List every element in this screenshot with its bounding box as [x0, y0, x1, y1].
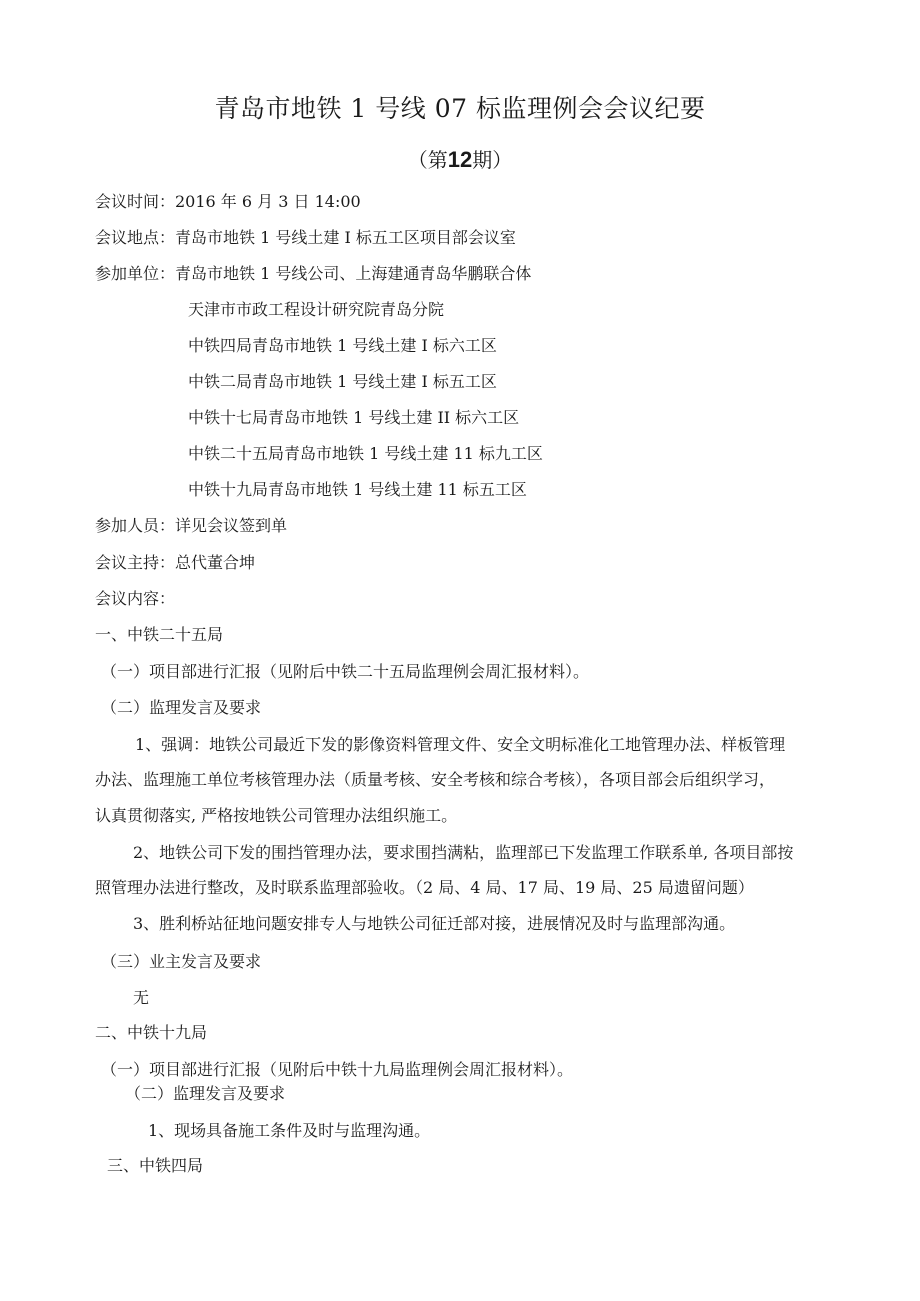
unit-item: 中铁四局青岛市地铁 1 号线土建 I 标六工区 — [188, 336, 497, 355]
subsection: （二）监理发言及要求 — [125, 1084, 286, 1103]
paragraph-line: 1、现场具备施工条件及时与监理沟通。 — [148, 1121, 431, 1140]
subsection: （三）业主发言及要求 — [101, 952, 262, 971]
subsection: （一）项目部进行汇报（见附后中铁十九局监理例会周汇报材料）。 — [101, 1060, 574, 1079]
subsection: （二）监理发言及要求 — [101, 698, 262, 717]
section-heading: 三、中铁四局 — [107, 1156, 204, 1175]
none-text: 无 — [133, 988, 150, 1007]
content-label: 会议内容： — [95, 589, 176, 608]
unit-item: 中铁十九局青岛市地铁 1 号线土建 11 标五工区 — [188, 480, 527, 499]
issue-prefix: （第 — [407, 148, 448, 172]
unit-item: 中铁二十五局青岛市地铁 1 号线土建 11 标九工区 — [188, 444, 543, 463]
issue-number — [0, 146, 920, 174]
issue-suffix: 期） — [472, 148, 513, 172]
paragraph-line: 3、胜利桥站征地问题安排专人与地铁公司征迁部对接，进展情况及时与监理部沟通。 — [133, 914, 736, 933]
paragraph-line: 认真贯彻落实, 严格按地铁公司管理办法组织施工。 — [95, 806, 458, 825]
paragraph-line: 1、强调：地铁公司最近下发的影像资料管理文件、安全文明标准化工地管理办法、样板管理 — [135, 735, 786, 754]
paragraph-line: 照管理办法进行整改，及时联系监理部验收。（2 局、4 局、17 局、19 局、25 局遗留问题） — [95, 878, 754, 897]
page-title: 青岛市地铁 1 号线 07 标监理例会会议纪要 — [214, 94, 706, 123]
unit-item: 中铁二局青岛市地铁 1 号线土建 I 标五工区 — [188, 372, 497, 391]
issue-value: 12 — [447, 147, 473, 172]
unit-item: 天津市市政工程设计研究院青岛分院 — [188, 300, 445, 319]
participating-units: 参加单位：青岛市地铁 1 号线公司、上海建通青岛华鹏联合体 — [95, 264, 532, 283]
meeting-place: 会议地点：青岛市地铁 1 号线土建 I 标五工区项目部会议室 — [95, 228, 516, 247]
paragraph-line: 办法、监理施工单位考核管理办法（质量考核、安全考核和综合考核），各项目部会后组织学习， — [95, 770, 776, 789]
attendees: 参加人员：详见会议签到单 — [95, 516, 288, 535]
meeting-time: 会议时间：2016 年 6 月 3 日 14:00 — [95, 192, 361, 211]
unit-item: 中铁十七局青岛市地铁 1 号线土建 II 标六工区 — [188, 408, 520, 427]
section-heading: 二、中铁十九局 — [95, 1023, 208, 1042]
section-heading: 一、中铁二十五局 — [95, 625, 224, 644]
paragraph-line: 2、地铁公司下发的围挡管理办法，要求围挡满粘，监理部已下发监理工作联系单, 各项目部按 — [133, 843, 794, 862]
subsection: （一）项目部进行汇报（见附后中铁二十五局监理例会周汇报材料）。 — [101, 662, 590, 681]
meeting-host: 会议主持：总代董合坤 — [95, 553, 256, 572]
